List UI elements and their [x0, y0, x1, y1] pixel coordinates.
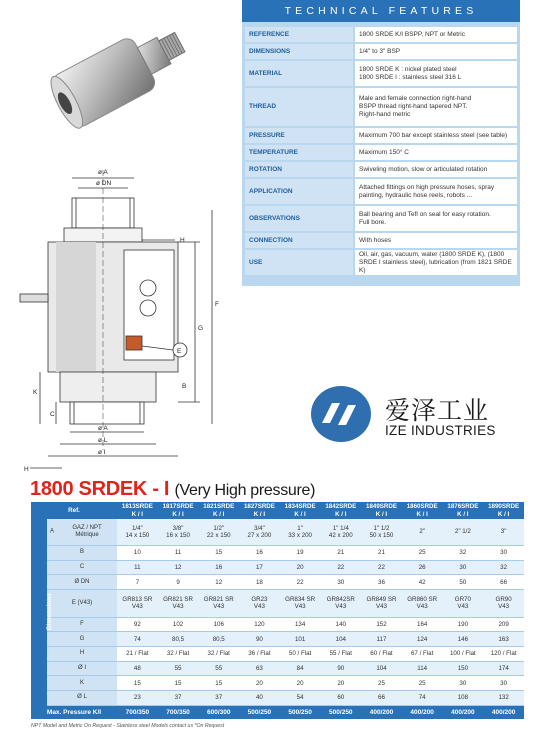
table-cell: 140 [320, 617, 361, 632]
table-cell: 164 [402, 617, 443, 632]
dim-label-h-top: H [180, 237, 185, 244]
table-cell: 40 [239, 690, 280, 705]
table-cell: GR70 V43 [443, 590, 484, 618]
table-cell: 80,5 [158, 632, 199, 647]
table-cell: 209 [483, 617, 524, 632]
column-header [320, 502, 361, 519]
table-cell: 67 / Flat [402, 646, 443, 661]
dim-label-f: F [215, 301, 219, 308]
table-cell: 32 / Flat [158, 646, 199, 661]
table-cell: 21 [320, 546, 361, 561]
table-cell: 26 [402, 560, 443, 575]
table-row [31, 575, 524, 590]
row-label: G [47, 632, 117, 647]
table-cell: GR90 V43 [483, 590, 524, 618]
pressure-value: 600/300 [198, 705, 239, 719]
feature-row [245, 179, 517, 204]
table-cell: 120 / Flat [483, 646, 524, 661]
table-cell: 30 [483, 546, 524, 561]
feature-value: With hoses [353, 233, 517, 248]
column-header-sub: K / I [375, 510, 388, 518]
table-cell: 21 / Flat [117, 646, 158, 661]
table-cell: 19 [280, 546, 321, 561]
table-cell: 80,5 [198, 632, 239, 647]
table-cell: 3/8" 16 x 150 [158, 519, 199, 546]
table-cell: 25 [402, 546, 443, 561]
feature-row [245, 206, 517, 231]
pressure-value: 500/250 [239, 705, 280, 719]
feature-value: Maximum 700 bar except stainless steel (see table) [353, 128, 517, 143]
table-cell: 1/4" 14 x 150 [117, 519, 158, 546]
table-cell: 32 [443, 546, 484, 561]
table-cell: 25 [361, 676, 402, 691]
table-cell: 42 [402, 575, 443, 590]
row-label: Ø L [47, 690, 117, 705]
company-logo [310, 385, 510, 445]
table-cell: 63 [239, 661, 280, 676]
table-row [31, 617, 524, 632]
table-cell: 90 [320, 661, 361, 676]
column-header [198, 502, 239, 519]
table-cell: 50 / Flat [280, 646, 321, 661]
table-cell: 11 [117, 560, 158, 575]
dim-label-l: ø L [98, 437, 108, 444]
pressure-value: 400/200 [402, 705, 443, 719]
row-label: B [47, 546, 117, 561]
feature-row [245, 128, 517, 143]
series-name: 1800 SRDEK - I [30, 478, 170, 500]
feature-value: Oil, air, gas, vacuum, water (1800 SRDE K), (1800 SRDE I stainless steel), lubrication (from 1821 SRDE K) [353, 250, 517, 275]
column-header-sub: K / I [457, 510, 469, 518]
pressure-value: 400/200 [361, 705, 402, 719]
feature-value: 1/4" to 3" BSP [353, 44, 517, 59]
dim-label-a: ø A [98, 169, 108, 176]
column-header-name: 1876SRDE [447, 503, 479, 510]
table-cell: 20 [280, 676, 321, 691]
table-row [31, 590, 524, 618]
table-cell: 37 [198, 690, 239, 705]
column-header [158, 502, 199, 519]
table-cell: 84 [280, 661, 321, 676]
table-cell: 16 [198, 560, 239, 575]
table-cell: GR23 V43 [239, 590, 280, 618]
table-row [31, 560, 524, 575]
column-header [402, 502, 443, 519]
table-cell: GR813 SR V43 [117, 590, 158, 618]
table-cell: 60 / Flat [361, 646, 402, 661]
feature-label: TEMPERATURE [245, 145, 353, 160]
table-cell: 10 [117, 546, 158, 561]
table-cell: 7 [117, 575, 158, 590]
column-header-sub: K / I [131, 510, 144, 518]
pressure-value: 400/200 [483, 705, 524, 719]
column-header-sub: K / I [294, 510, 306, 518]
feature-row [245, 27, 517, 42]
table-cell: 9 [158, 575, 199, 590]
dimensions-side-label [31, 519, 53, 705]
column-header-sub: K / I [416, 510, 428, 518]
table-cell: 152 [361, 617, 402, 632]
table-cell: 20 [320, 676, 361, 691]
table-row [31, 676, 524, 691]
table-cell: 74 [117, 632, 158, 647]
column-header-name: 1849SRDE [366, 503, 397, 510]
feature-label: THREAD [245, 88, 353, 126]
table-cell: 124 [402, 632, 443, 647]
feature-row [245, 61, 517, 86]
table-cell: 15 [117, 676, 158, 691]
dim-label-c: C [50, 411, 55, 418]
table-cell: 15 [198, 676, 239, 691]
table-cell: 55 [158, 661, 199, 676]
table-cell: 108 [443, 690, 484, 705]
table-cell: 30 [443, 676, 484, 691]
table-cell: 16 [239, 546, 280, 561]
table-cell: 150 [443, 661, 484, 676]
table-row [31, 661, 524, 676]
table-cell: 114 [402, 661, 443, 676]
table-cell: 2" [402, 519, 443, 546]
feature-value: 1800 SRDE K : nickel plated steel 1800 SRDE I : stainless steel 316 L [353, 61, 517, 86]
feature-label: PRESSURE [245, 128, 353, 143]
table-row [31, 519, 524, 546]
table-cell: 23 [117, 690, 158, 705]
table-cell: GR842SR V43 [320, 590, 361, 618]
table-cell: 146 [443, 632, 484, 647]
row-group-letter: A [50, 528, 55, 535]
table-cell: 48 [117, 661, 158, 676]
table-cell: GR821 SR V43 [198, 590, 239, 618]
dim-label-e: E [177, 348, 182, 355]
pressure-value: 500/250 [320, 705, 361, 719]
feature-label: REFERENCE [245, 27, 353, 42]
column-header-sub: K / I [213, 510, 225, 518]
feature-label: ROTATION [245, 162, 353, 177]
table-cell: 20 [239, 676, 280, 691]
row-label: F [47, 617, 117, 632]
pressure-value: 500/250 [280, 705, 321, 719]
row-label: E (V43) [47, 590, 117, 618]
table-cell: 1" 1/4 42 x 200 [320, 519, 361, 546]
feature-row [245, 88, 517, 126]
column-header-name: 1813SRDE [121, 503, 153, 510]
column-header [280, 502, 321, 519]
table-cell: 54 [280, 690, 321, 705]
table-cell: 74 [402, 690, 443, 705]
table-cell: 12 [158, 560, 199, 575]
table-cell: 22 [280, 575, 321, 590]
table-cell: 11 [158, 546, 199, 561]
feature-value: 1800 SRDE K/I BSPP, NPT or Metric [353, 27, 517, 42]
table-cell: 20 [280, 560, 321, 575]
table-cell: GR860 SR V43 [402, 590, 443, 618]
column-header-name: 1827SRDE [243, 503, 275, 510]
table-cell: 32 / Flat [198, 646, 239, 661]
product-photo [20, 10, 210, 145]
table-row [31, 546, 524, 561]
column-header-name: 1821SRDE [203, 503, 235, 510]
table-header-row [31, 502, 524, 519]
feature-value: Swiveling motion, slow or articulated rotation [353, 162, 517, 177]
feature-label: DIMENSIONS [245, 44, 353, 59]
column-header-sub: K / I [253, 510, 266, 518]
column-header-sub: K / I [335, 510, 347, 518]
table-cell: GR821 SR V43 [158, 590, 199, 618]
table-cell: 36 [361, 575, 402, 590]
technical-drawing [0, 150, 240, 480]
dim-label-b: B [182, 383, 187, 390]
logo-chinese-text: 爱泽工业 [385, 397, 490, 425]
feature-row [245, 162, 517, 177]
table-cell: 134 [280, 617, 321, 632]
table-cell: 104 [361, 661, 402, 676]
technical-features-panel [242, 0, 520, 286]
table-row [31, 632, 524, 647]
table-cell: 66 [483, 575, 524, 590]
series-subtitle: (Very High pressure) [174, 482, 316, 499]
table-cell: 2" 1/2 [443, 519, 484, 546]
column-header [239, 502, 280, 519]
column-header-name: 1842SRDE [325, 503, 357, 510]
column-header [483, 502, 524, 519]
table-cell: 22 [320, 560, 361, 575]
table-cell: 30 [443, 560, 484, 575]
column-header-name: 1890SRDE [488, 503, 520, 510]
feature-value: Male and female connection right-hand BSPP thread right-hand tapered NPT. Right-hand metric [353, 88, 517, 126]
dim-label-k: K [33, 389, 38, 396]
column-header [443, 502, 484, 519]
logo-mark-icon [310, 385, 372, 443]
dim-label-a-bottom: ø A [98, 425, 108, 432]
table-cell: 22 [361, 560, 402, 575]
table-cell: 55 [198, 661, 239, 676]
table-cell: 18 [239, 575, 280, 590]
feature-row [245, 145, 517, 160]
column-header-name: 1817SRDE [162, 503, 194, 510]
column-header-sub: K / I [497, 510, 510, 518]
table-cell: 1" 33 x 200 [280, 519, 321, 546]
pressure-label: Max. Pressure K/I [31, 705, 117, 719]
column-header-sub: K / I [172, 510, 184, 518]
dim-label-i: ø I [98, 449, 106, 456]
table-cell: GR849 SR V43 [361, 590, 402, 618]
table-cell: 101 [280, 632, 321, 647]
table-cell: GR834 SR V43 [280, 590, 321, 618]
table-cell: 37 [158, 690, 199, 705]
table-cell: 132 [483, 690, 524, 705]
footnote: NPT Model and Metric On Request - Stainless steel Models contact us *On Request [31, 723, 225, 729]
feature-row [245, 233, 517, 248]
ref-header: Ref. [68, 506, 80, 514]
feature-value: Ball bearing and Tefl on seal for easy rotation. Full bore. [353, 206, 517, 231]
table-cell: 163 [483, 632, 524, 647]
feature-value: Attached fittings on high pressure hoses, spray painting, hydraulic hose reels, robots ... [353, 179, 517, 204]
table-cell: 104 [320, 632, 361, 647]
logo-english-text: IZE INDUSTRIES [385, 423, 496, 438]
table-cell: 30 [483, 676, 524, 691]
feature-label: MATERIAL [245, 61, 353, 86]
table-cell: 60 [320, 690, 361, 705]
row-label: K [47, 676, 117, 691]
feature-row [245, 250, 517, 275]
dim-label-h-bottom: H [24, 466, 29, 473]
row-label: C [47, 560, 117, 575]
table-row [31, 690, 524, 705]
column-header-name: 1834SRDE [284, 503, 316, 510]
table-cell: 30 [320, 575, 361, 590]
table-cell: 50 [443, 575, 484, 590]
column-header [117, 502, 158, 519]
column-header [361, 502, 402, 519]
table-cell: 102 [158, 617, 199, 632]
pressure-value: 700/350 [117, 705, 158, 719]
table-cell: 21 [361, 546, 402, 561]
table-cell: 90 [239, 632, 280, 647]
table-row [31, 646, 524, 661]
feature-label: APPLICATION [245, 179, 353, 204]
series-title [30, 478, 315, 501]
row-label: Ø I [47, 661, 117, 676]
table-cell: 106 [198, 617, 239, 632]
dim-label-dn: ø DN [96, 180, 112, 187]
row-label [47, 519, 117, 546]
table-cell: 3" [483, 519, 524, 546]
table-cell: 17 [239, 560, 280, 575]
table-cell: 92 [117, 617, 158, 632]
pressure-value: 700/350 [158, 705, 199, 719]
technical-features-title: TECHNICAL FEATURES [242, 0, 520, 22]
dimension-table [31, 502, 524, 719]
feature-label: USE [245, 250, 353, 275]
table-cell: 66 [361, 690, 402, 705]
table-cell: 15 [198, 546, 239, 561]
table-cell: 100 / Flat [443, 646, 484, 661]
row-label-text: GAZ / NPT Métrique [72, 524, 102, 539]
pressure-value: 400/200 [443, 705, 484, 719]
row-label: H [47, 646, 117, 661]
feature-label: CONNECTION [245, 233, 353, 248]
table-cell: 120 [239, 617, 280, 632]
technical-features-table [245, 25, 517, 277]
table-cell: 174 [483, 661, 524, 676]
table-cell: 1" 1/2 50 x 150 [361, 519, 402, 546]
table-cell: 3/4" 27 x 200 [239, 519, 280, 546]
dim-label-g: G [198, 325, 204, 332]
table-cell: 25 [402, 676, 443, 691]
row-label: Ø DN [47, 575, 117, 590]
pressure-row [31, 705, 524, 719]
column-header-name: 1860SRDE [406, 503, 438, 510]
table-cell: 12 [198, 575, 239, 590]
feature-label: OBSERVATIONS [245, 206, 353, 231]
table-cell: 1/2" 22 x 150 [198, 519, 239, 546]
table-cell: 55 / Flat [320, 646, 361, 661]
table-cell: 36 / Flat [239, 646, 280, 661]
dimensions-side-text: Dimensions [45, 593, 53, 631]
table-cell: 190 [443, 617, 484, 632]
table-cell: 15 [158, 676, 199, 691]
table-cell: 32 [483, 560, 524, 575]
feature-row [245, 44, 517, 59]
table-cell: 117 [361, 632, 402, 647]
feature-value: Maximum 150° C [353, 145, 517, 160]
